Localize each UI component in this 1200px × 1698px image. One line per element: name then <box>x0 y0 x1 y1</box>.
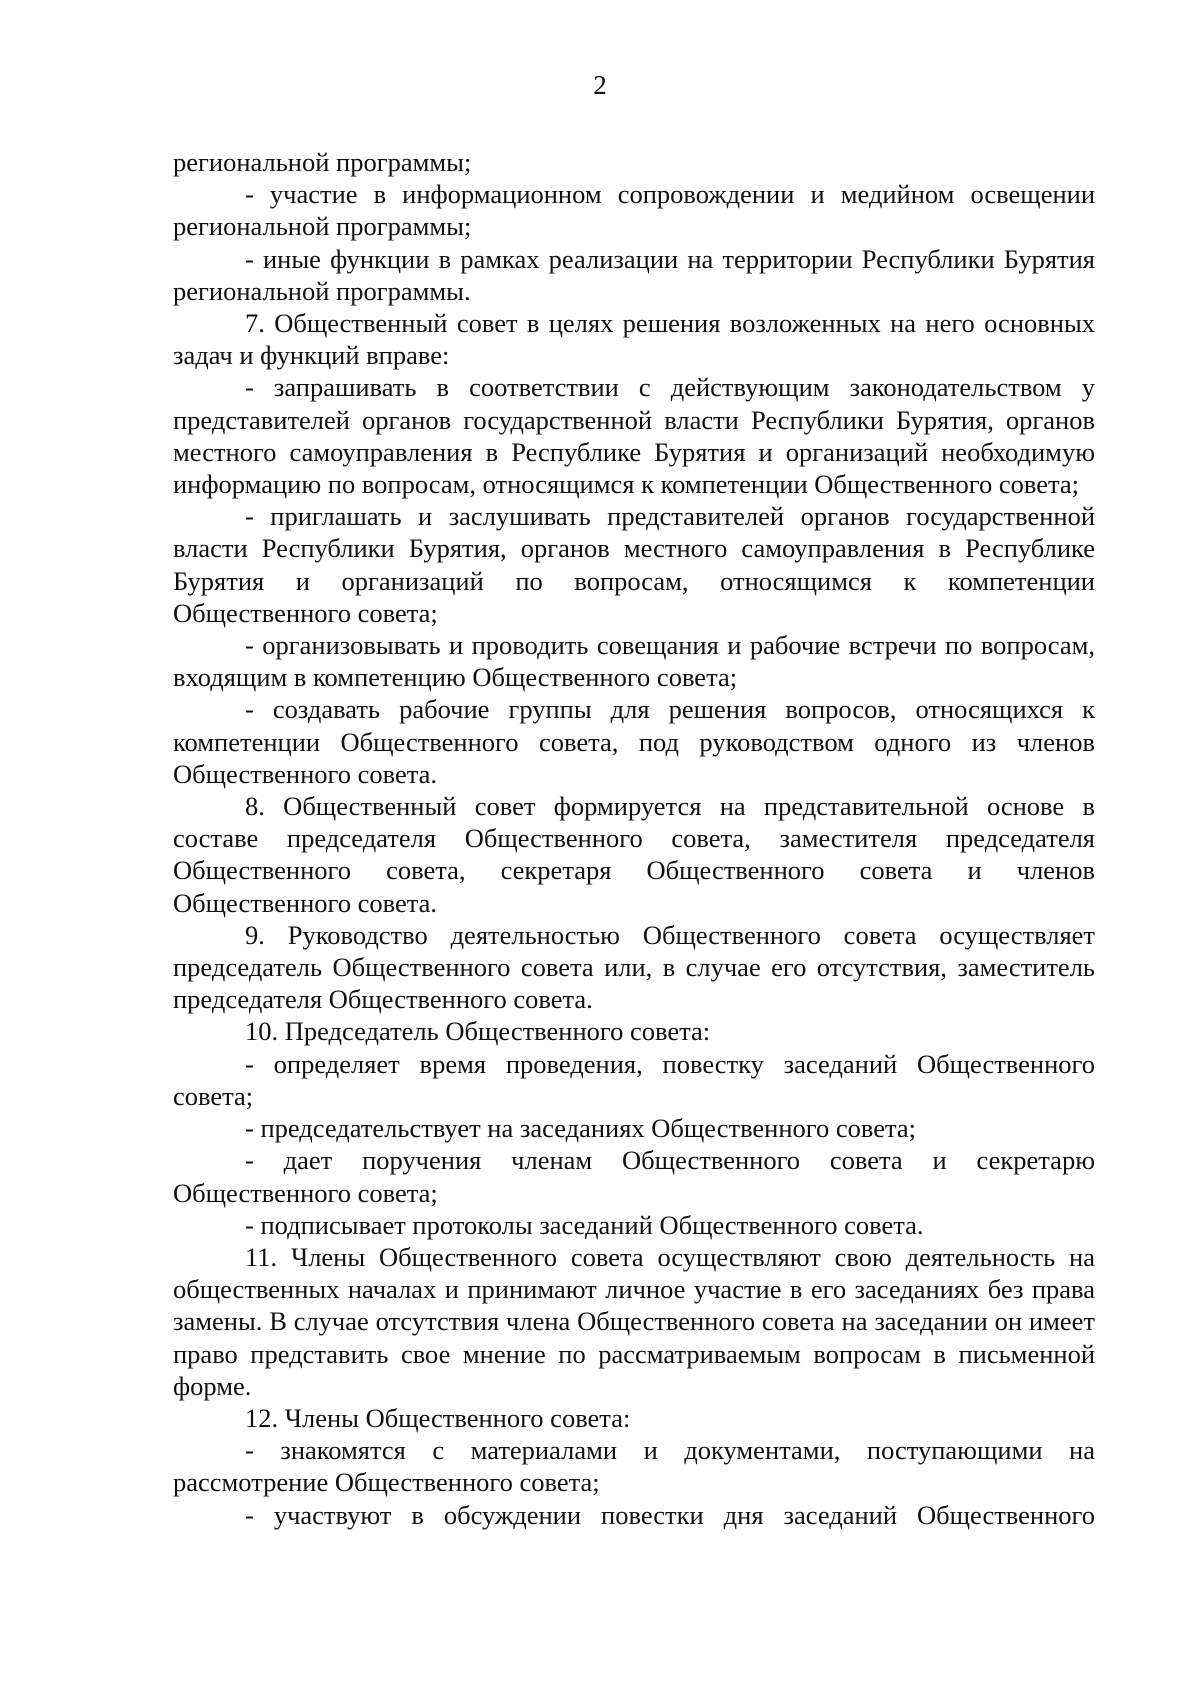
paragraph-section-11: 11. Члены Общественного совета осуществляют свою деятельность на общественных началах и принимают личное участие в его заседаниях без права замены. В случае отсутствия члена Общественного совета на заседании он имеет право представить свое мнение по рассматриваемым вопросам в письменной форме. <box>173 1241 1095 1401</box>
paragraph-item: - организовывать и проводить совещания и рабочие встречи по вопросам, входящим в компетенцию Общественного совета; <box>173 630 1095 693</box>
paragraph-section-10: 10. Председатель Общественного совета: <box>245 1016 711 1047</box>
paragraph-section-9: 9. Руководство деятельностью Общественного совета осуществляет председатель Общественного совета или, в случае его отсутствия, заместитель председателя Общественного совета. <box>173 919 1095 1015</box>
paragraph-section-12: 12. Члены Общественного совета: <box>245 1402 631 1433</box>
paragraph-item: - запрашивать в соответствии с действующим законодательством у представителей органов государственной власти Республики Бурятия, органов местного самоуправления в Республике Бурятия и организаций необходимую информацию по вопросам, относящимся к компетенции Общественного совета; <box>173 372 1095 500</box>
paragraph-item: - приглашать и заслушивать представителей органов государственной власти Республики Бурятия, органов местного самоуправления в Республике Бурятия и организаций по вопросам, относящимся к компетенции Общественного совета; <box>173 501 1095 628</box>
paragraph-item: - дает поручения членам Общественного совета и секретарю Общественного совета; <box>173 1145 1095 1208</box>
page-number: 2 <box>593 70 607 100</box>
document-body <box>173 146 1095 1531</box>
paragraph-section-7: 7. Общественный совет в целях решения возложенных на него основных задач и функций вправе: <box>173 308 1095 371</box>
paragraph-continuation: региональной программы; <box>173 147 472 177</box>
paragraph-item: - подписывает протоколы заседаний Общественного совета. <box>245 1209 924 1240</box>
paragraph-item-continued: - участвуют в обсуждении повестки дня заседаний Общественного <box>245 1499 1095 1530</box>
paragraph-item: - знакомятся с материалами и документами, поступающими на рассмотрение Общественного совета; <box>173 1435 1095 1498</box>
paragraph-item: - определяет время проведения, повестку заседаний Общественного совета; <box>173 1048 1095 1111</box>
paragraph-item: - председательствует на заседаниях Общественного совета; <box>245 1113 917 1144</box>
paragraph-section-8: 8. Общественный совет формируется на представительной основе в составе председателя Общественного совета, заместителя председателя Общественного совета, секретаря Общественного совета и членов Общественного совета. <box>173 791 1095 918</box>
paragraph-item: - иные функции в рамках реализации на территории Республики Бурятия региональной программы. <box>173 243 1095 306</box>
paragraph-item: - создавать рабочие группы для решения вопросов, относящихся к компетенции Общественного совета, под руководством одного из членов Общественного совета. <box>173 694 1095 789</box>
paragraph-item: - участие в информационном сопровождении и медийном освещении региональной программы; <box>173 179 1095 242</box>
